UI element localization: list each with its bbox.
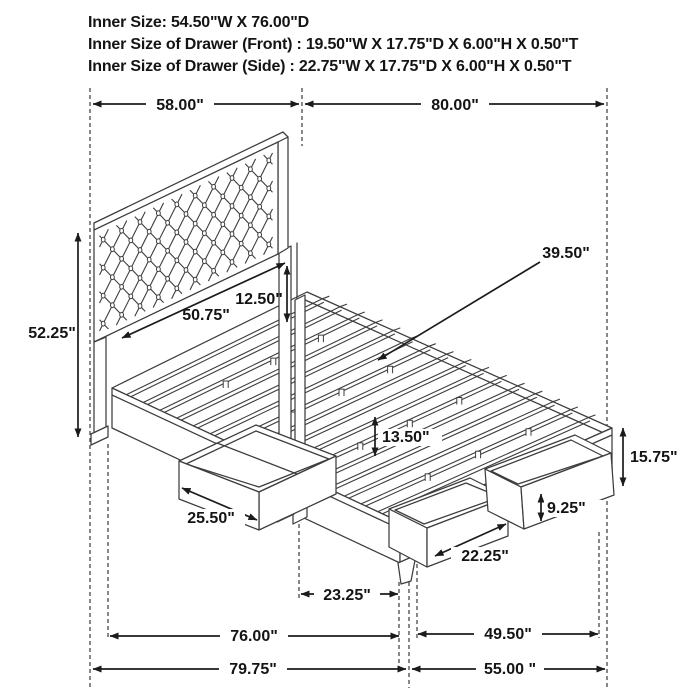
tuft-button bbox=[221, 222, 225, 227]
tuft-button bbox=[157, 267, 161, 272]
tuft-button bbox=[175, 258, 179, 263]
tuft-button bbox=[203, 259, 207, 264]
tuft-button bbox=[239, 213, 243, 218]
dim-frame-height-label: 15.75" bbox=[630, 449, 678, 466]
dim-drawer-face-height-label: 9.25" bbox=[547, 500, 586, 517]
dim-front-drawer-width-label: 22.25" bbox=[461, 548, 509, 565]
support-tab bbox=[271, 358, 276, 365]
tuft-button bbox=[221, 194, 225, 199]
tuft-button bbox=[101, 321, 105, 326]
side-drawer-size-line: Inner Size of Drawer (Side) : 22.75"W X 17.75"D X 6.00"H X 0.50"T bbox=[88, 58, 572, 75]
tuft-button bbox=[157, 239, 161, 244]
slat-end-cap bbox=[464, 360, 471, 363]
slat-end-cap bbox=[482, 367, 489, 370]
tuft-button bbox=[212, 184, 216, 189]
tuft-button bbox=[239, 241, 243, 246]
support-tab bbox=[339, 389, 344, 396]
slat-end-cap bbox=[589, 415, 596, 418]
tuft-button bbox=[221, 250, 225, 255]
tuft-button bbox=[258, 176, 262, 181]
tuft-button bbox=[138, 276, 142, 281]
dim-side-rail-length-label: 76.00" bbox=[230, 628, 278, 645]
tuft-button bbox=[267, 186, 271, 191]
tuft-button bbox=[193, 277, 197, 282]
support-tab bbox=[407, 420, 412, 427]
slat-end-cap bbox=[358, 312, 365, 315]
dim-headboard-span-label: 58.00" bbox=[156, 97, 204, 114]
tuft-button bbox=[138, 304, 142, 309]
slat-end-cap bbox=[429, 344, 436, 347]
dim-leg-inset-label: 23.25" bbox=[323, 587, 371, 604]
tuft-button bbox=[267, 214, 271, 219]
tuft-button bbox=[120, 284, 124, 289]
tuft-button bbox=[249, 251, 253, 256]
tuft-button bbox=[166, 220, 170, 225]
tuft-button bbox=[249, 195, 253, 200]
slat-end-cap bbox=[571, 407, 578, 410]
tuft-button bbox=[193, 221, 197, 226]
slat-end-cap bbox=[518, 383, 525, 386]
tuft-button bbox=[212, 240, 216, 245]
headboard-side-band bbox=[278, 137, 288, 254]
tuft-button bbox=[120, 228, 124, 233]
tuft-button bbox=[184, 240, 188, 245]
tuft-button bbox=[249, 167, 253, 172]
tuft-button bbox=[184, 268, 188, 273]
tuft-button bbox=[147, 285, 151, 290]
dim-side-drawer-width-label: 25.50" bbox=[187, 510, 235, 527]
dim-slat-leader-line bbox=[378, 262, 540, 360]
tuft-button bbox=[230, 176, 234, 181]
tuft-button bbox=[147, 257, 151, 262]
dim-overall-height-label: 52.25" bbox=[28, 325, 76, 342]
slat-end-cap bbox=[340, 304, 347, 307]
tuft-button bbox=[184, 212, 188, 217]
tuft-button bbox=[166, 276, 170, 281]
support-tab bbox=[476, 451, 481, 458]
tuft-button bbox=[120, 256, 124, 261]
dim-headboard-width-label: 50.75" bbox=[182, 307, 230, 324]
slat-end-cap bbox=[535, 391, 542, 394]
support-tab bbox=[358, 443, 363, 450]
tuft-button bbox=[138, 220, 142, 225]
support-tab bbox=[425, 474, 430, 481]
support-tab bbox=[318, 335, 323, 342]
left-leg bbox=[94, 337, 106, 434]
tuft-button bbox=[111, 303, 115, 308]
slat-end-cap bbox=[447, 352, 454, 355]
tuft-button bbox=[230, 232, 234, 237]
tuft-button bbox=[166, 248, 170, 253]
slat-end-cap bbox=[500, 375, 507, 378]
dim-slat-length-label: 39.50" bbox=[542, 245, 590, 262]
tuft-button bbox=[111, 247, 115, 252]
tuft-button bbox=[129, 238, 133, 243]
front-drawer-size-line: Inner Size of Drawer (Front) : 19.50"W X 17.75"D X 6.00"H X 0.50"T bbox=[88, 36, 579, 53]
tuft-button bbox=[101, 237, 105, 242]
support-tab bbox=[457, 398, 462, 405]
tuft-button bbox=[212, 212, 216, 217]
dim-length-span-label: 80.00" bbox=[431, 97, 479, 114]
tuft-button bbox=[120, 312, 124, 317]
support-tab bbox=[526, 429, 531, 436]
dim-overall-width-label: 55.00 " bbox=[483, 661, 537, 678]
dim-slat-gap-label: 13.50" bbox=[382, 429, 430, 446]
tuft-button bbox=[111, 275, 115, 280]
tuft-button bbox=[147, 229, 151, 234]
tuft-button bbox=[129, 266, 133, 271]
tuft-button bbox=[101, 265, 105, 270]
tuft-button bbox=[193, 193, 197, 198]
tuft-button bbox=[239, 185, 243, 190]
tuft-button bbox=[203, 203, 207, 208]
tuft-button bbox=[267, 158, 271, 163]
bed-drawing bbox=[91, 132, 614, 584]
tuft-button bbox=[230, 260, 234, 265]
inner-size-line: Inner Size: 54.50"W X 76.00"D bbox=[88, 14, 310, 31]
tuft-button bbox=[258, 232, 262, 237]
tuft-button bbox=[138, 248, 142, 253]
tuft-button bbox=[193, 249, 197, 254]
dim-foot-span-label: 49.50" bbox=[484, 626, 532, 643]
tuft-button bbox=[203, 231, 207, 236]
dim-overall-length-label: 79.75" bbox=[229, 661, 277, 678]
tuft-button bbox=[175, 230, 179, 235]
slat-end-cap bbox=[393, 328, 400, 331]
tuft-button bbox=[175, 202, 179, 207]
tuft-button bbox=[157, 211, 161, 216]
tuft-button bbox=[212, 268, 216, 273]
tuft-button bbox=[249, 223, 253, 228]
headboard-top-corner bbox=[283, 132, 288, 137]
tuft-button bbox=[157, 295, 161, 300]
support-tab bbox=[223, 381, 228, 388]
dim-headboard-to-rail-label: 12.50" bbox=[235, 291, 283, 308]
tuft-button bbox=[267, 242, 271, 247]
slat-end-cap bbox=[322, 296, 329, 299]
support-tab bbox=[388, 366, 393, 373]
slat-end-cap bbox=[553, 399, 560, 402]
tuft-button bbox=[230, 204, 234, 209]
tuft-button bbox=[258, 204, 262, 209]
tuft-button bbox=[101, 293, 105, 298]
tuft-button bbox=[175, 286, 179, 291]
slat-end-cap bbox=[376, 320, 383, 323]
tuft-button bbox=[129, 294, 133, 299]
